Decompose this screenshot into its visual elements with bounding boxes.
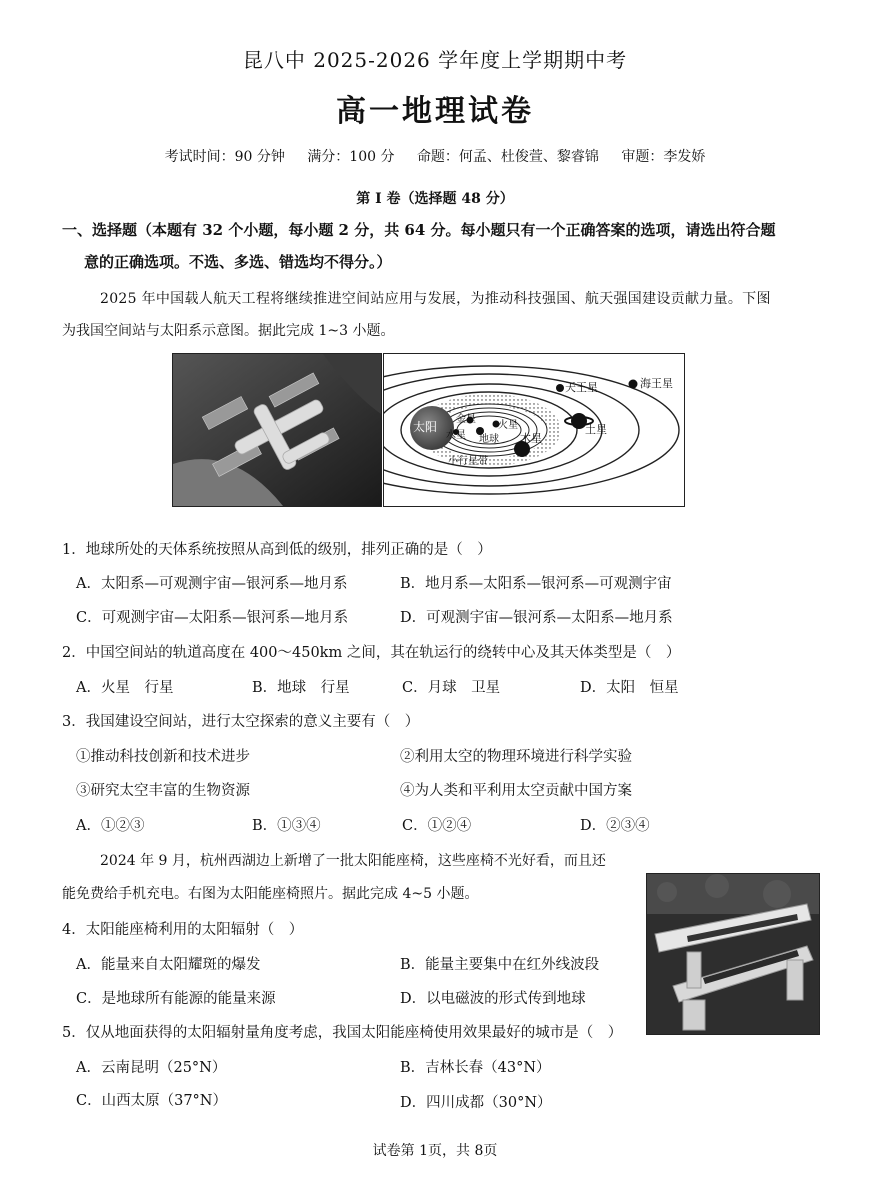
q3-option-a[interactable]: A．①②③ [76,818,145,834]
q2-option-d[interactable]: D．太阳 恒星 [580,680,679,696]
q1-option-a[interactable]: A．太阳系—可观测宇宙—银河系—地月系 [76,576,348,592]
q5-option-d[interactable]: D．四川成都（30°N） [400,1095,552,1111]
page-footer: 试卷第 1页，共 8页 [372,1143,498,1159]
q4-option-d[interactable]: D．以电磁波的形式传到地球 [400,991,586,1007]
neptune-dot [629,380,638,389]
label-sun: 太阳 [413,420,438,434]
q4-option-a[interactable]: A．能量来自太阳耀斑的爆发 [76,957,261,973]
label-uranus: 天王星 [565,381,598,394]
q1-option-d[interactable]: D．可观测宇宙—银河系—太阳系—地月系 [400,610,673,626]
full-score: 满分：100 分 [307,149,395,165]
label-mars: 火星 [498,420,518,431]
passage2-line-1: 2024 年 9 月，杭州西湖边上新增了一批太阳能座椅，这些座椅不光好看，而且还 [100,853,606,869]
label-venus: 金星 [456,414,476,425]
q4-stem: 4．太阳能座椅利用的太阳辐射（ ） [62,922,304,938]
q3-statement-4: ④为人类和平利用太空贡献中国方案 [400,783,632,799]
q2-stem: 2．中国空间站的轨道高度在 400～450km 之间，其在轨运行的绕转中心及其天体类型是（ ） [62,645,681,661]
q2-option-c[interactable]: C．月球 卫星 [402,680,501,696]
page-title: 高一地理试卷 [336,94,534,129]
label-jupiter: 木星 [520,432,542,445]
exam-meta [0,146,870,166]
q5-option-c[interactable]: C．山西太原（37°N） [76,1093,227,1109]
passage1-line-2: 为我国空间站与太阳系示意图。据此完成 1~3 小题。 [62,323,395,339]
label-saturn: 土星 [585,423,607,436]
label-mercury: 水星 [446,430,466,441]
label-neptune: 海王星 [640,377,673,390]
q3-statement-3: ③研究太空丰富的生物资源 [76,783,250,799]
space-station-photo [172,353,382,507]
label-asteroid-belt: 小行星带 [448,456,488,467]
q5-option-a[interactable]: A．云南昆明（25°N） [76,1060,227,1076]
q3-stem: 3．我国建设空间站，进行太空探索的意义主要有（ ） [62,714,420,730]
q3-option-b[interactable]: B．①③④ [252,818,321,834]
space-station-image [173,354,381,506]
solar-bench-photo [646,873,820,1035]
solar-bench-image [647,874,819,1034]
solar-system-diagram [383,353,685,507]
passage2-line-2: 能免费给手机充电。右图为太阳能座椅照片。据此完成 4~5 小题。 [62,886,479,902]
q4-option-c[interactable]: C．是地球所有能源的能量来源 [76,991,276,1007]
q1-option-b[interactable]: B．地月系—太阳系—银河系—可观测宇宙 [400,576,672,592]
q3-option-c[interactable]: C．①②④ [402,818,472,834]
uranus-dot [556,384,564,392]
reviewer: 审题：李发娇 [621,149,706,165]
q4-option-b[interactable]: B．能量主要集中在红外线波段 [400,957,600,973]
label-earth: 地球 [479,434,499,445]
q3-statement-2: ②利用太空的物理环境进行科学实验 [400,749,632,765]
q5-option-b[interactable]: B．吉林长春（43°N） [400,1060,551,1076]
q3-option-d[interactable]: D．②③④ [580,818,650,834]
q2-option-b[interactable]: B．地球 行星 [252,680,350,696]
q1-stem: 1．地球所处的天体系统按照从高到低的级别，排列正确的是（ ） [62,542,492,558]
passage1-line-1: 2025 年中国载人航天工程将继续推进空间站应用与发展，为推动科技强国、航天强国建设贡献力量。下图 [100,291,771,307]
instructions-line-1: 一、选择题（本题有 32 个小题，每小题 2 分，共 64 分。每小题只有一个正确答案的选项，请选出符合题 [62,221,776,239]
q2-option-a[interactable]: A．火星 行星 [76,680,174,696]
section-title: 第 I 卷（选择题 48 分） [356,191,514,207]
exam-time: 考试时间：90 分钟 [164,149,285,165]
q1-option-c[interactable]: C．可观测宇宙—太阳系—银河系—地月系 [76,610,349,626]
authors: 命题：何孟、杜俊萱、黎睿锦 [416,149,599,165]
q3-statement-1: ①推动科技创新和技术进步 [76,749,250,765]
q5-stem: 5．仅从地面获得的太阳辐射量角度考虑，我国太阳能座椅使用效果最好的城市是（ ） [62,1025,623,1041]
school-exam-line: 昆八中 2025-2026 学年度上学期期中考 [242,48,628,72]
instructions-line-2: 意的正确选项。不选、多选、错选均不得分。） [84,253,392,271]
